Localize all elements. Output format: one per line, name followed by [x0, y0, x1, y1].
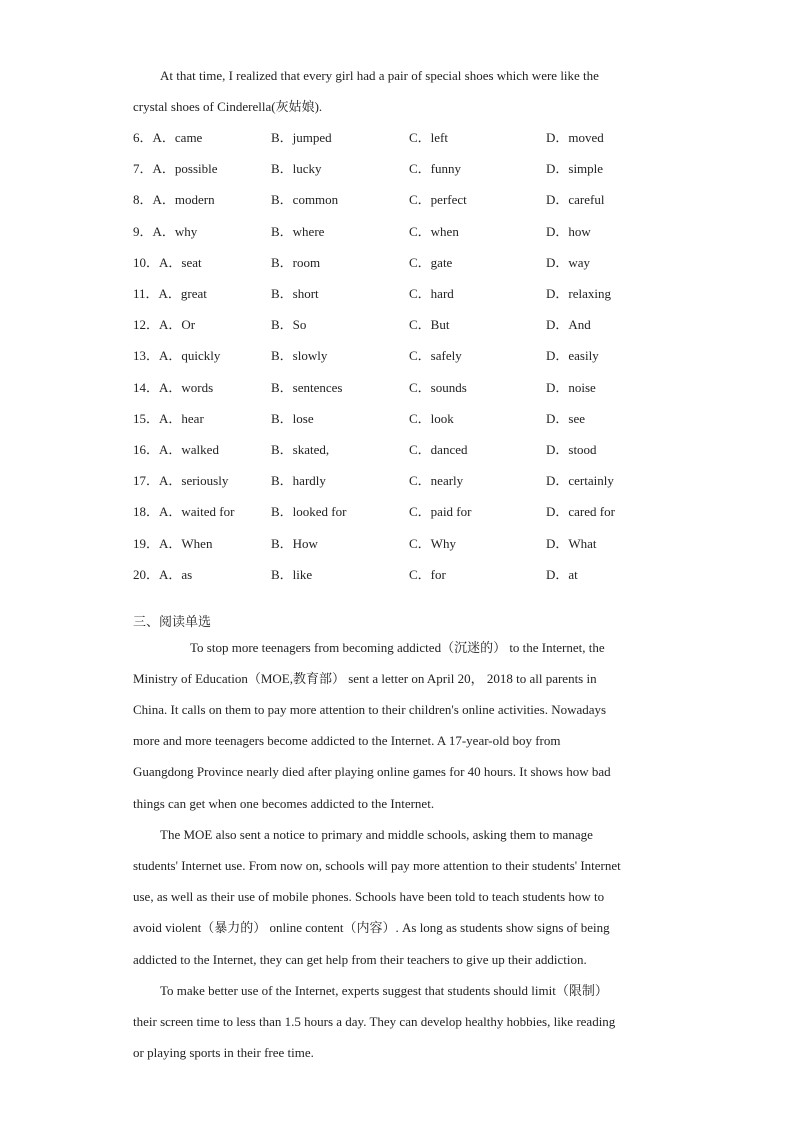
option-text: A．as — [159, 567, 193, 582]
question-number: 10． — [133, 255, 160, 270]
option-text: C．left — [409, 130, 448, 145]
option-text: A．Or — [159, 317, 196, 332]
section-title: 三、阅读单选 — [133, 615, 212, 630]
question-option-d — [546, 536, 597, 552]
question-option-a — [133, 411, 204, 427]
option-text: A．seriously — [159, 473, 229, 488]
question-number: 9． — [133, 224, 153, 239]
option-text: D．noise — [546, 380, 596, 395]
question-option-d — [546, 192, 604, 208]
question-number: 18． — [133, 504, 160, 519]
question-option-c — [409, 442, 467, 458]
option-text: C．when — [409, 224, 459, 239]
question-option-a — [133, 317, 195, 333]
question-number: 19． — [133, 536, 160, 551]
passage-line: their screen time to less than 1.5 hours a day. They can develop healthy hobbies, like reading — [133, 1014, 616, 1029]
question-option-a — [133, 567, 192, 583]
intro-line-1: At that time, I realized that every girl had a pair of special shoes which were like the — [160, 68, 599, 83]
question-option-a — [133, 255, 202, 271]
option-text: B．room — [271, 255, 321, 270]
question-number: 6． — [133, 130, 153, 145]
question-option-a — [133, 224, 197, 240]
option-text: B．How — [271, 536, 318, 551]
option-text: D．at — [546, 567, 578, 582]
question-row — [133, 348, 673, 364]
option-text: A．possible — [152, 161, 218, 176]
question-option-b — [271, 130, 332, 146]
question-row — [133, 380, 673, 396]
option-text: B．where — [271, 224, 325, 239]
question-option-d — [546, 317, 591, 333]
question-row — [133, 286, 673, 302]
option-text: C．hard — [409, 286, 454, 301]
option-text: C．perfect — [409, 192, 467, 207]
passage-line: Guangdong Province nearly died after playing online games for 40 hours. It shows how bad — [133, 764, 611, 779]
question-option-d — [546, 411, 585, 427]
question-option-b — [271, 224, 324, 240]
question-option-b — [271, 255, 320, 271]
question-option-c — [409, 567, 446, 583]
question-option-b — [271, 317, 306, 333]
intro-line-2: crystal shoes of Cinderella(灰姑娘). — [133, 99, 323, 114]
option-text: C．sounds — [409, 380, 467, 395]
question-option-b — [271, 161, 322, 177]
question-row — [133, 411, 673, 427]
question-option-b — [271, 536, 318, 552]
question-option-a — [133, 536, 212, 552]
option-text: C．But — [409, 317, 450, 332]
question-option-c — [409, 161, 461, 177]
question-option-a — [133, 161, 218, 177]
question-option-c — [409, 224, 459, 240]
question-number: 7． — [133, 161, 153, 176]
option-text: D．careful — [546, 192, 605, 207]
question-option-b — [271, 442, 329, 458]
option-text: B．sentences — [271, 380, 343, 395]
option-text: D．certainly — [546, 473, 614, 488]
question-option-d — [546, 161, 603, 177]
option-text: B．jumped — [271, 130, 332, 145]
option-text: C．look — [409, 411, 454, 426]
question-number: 11． — [133, 286, 159, 301]
question-option-a — [133, 286, 207, 302]
passage-line: To make better use of the Internet, experts suggest that students should limit（限制） — [160, 983, 608, 998]
question-row — [133, 536, 673, 552]
question-row — [133, 317, 673, 333]
question-row — [133, 442, 673, 458]
question-option-c — [409, 286, 454, 302]
option-text: A．walked — [159, 442, 219, 457]
option-text: A．why — [152, 224, 198, 239]
question-option-c — [409, 380, 467, 396]
option-text: A．modern — [152, 192, 215, 207]
option-text: B．skated, — [271, 442, 330, 457]
question-option-d — [546, 255, 590, 271]
option-text: D．moved — [546, 130, 604, 145]
question-option-a — [133, 130, 202, 146]
question-option-d — [546, 348, 599, 364]
question-option-d — [546, 473, 614, 489]
question-option-c — [409, 504, 471, 520]
option-text: C．gate — [409, 255, 453, 270]
passage-line: use, as well as their use of mobile phones. Schools have been told to teach students how to — [133, 889, 605, 904]
option-text: A．quickly — [159, 348, 221, 363]
passage-line: To stop more teenagers from becoming addicted（沉迷的） to the Internet, the — [190, 640, 605, 655]
option-text: A．seat — [159, 255, 202, 270]
option-text: D．And — [546, 317, 591, 332]
option-text: B．So — [271, 317, 307, 332]
passage-line: more and more teenagers become addicted to the Internet. A 17-year-old boy from — [133, 733, 561, 748]
question-option-a — [133, 504, 234, 520]
question-row — [133, 504, 673, 520]
option-text: D．simple — [546, 161, 604, 176]
passage-line: things can get when one becomes addicted to the Internet. — [133, 796, 435, 811]
question-option-b — [271, 567, 312, 583]
question-option-d — [546, 567, 578, 583]
question-row — [133, 473, 673, 489]
option-text: D．way — [546, 255, 591, 270]
question-number: 17． — [133, 473, 160, 488]
option-text: C．funny — [409, 161, 462, 176]
option-text: B．lucky — [271, 161, 322, 176]
option-text: C．for — [409, 567, 446, 582]
question-option-a — [133, 192, 215, 208]
question-number: 14． — [133, 380, 160, 395]
question-number: 16． — [133, 442, 160, 457]
option-text: D．how — [546, 224, 591, 239]
question-row — [133, 224, 673, 240]
question-row — [133, 567, 673, 583]
question-option-a — [133, 442, 219, 458]
question-row — [133, 161, 673, 177]
question-option-d — [546, 130, 604, 146]
option-text: C．safely — [409, 348, 462, 363]
question-option-b — [271, 504, 346, 520]
question-row — [133, 255, 673, 271]
passage-line: Ministry of Education（MOE,教育部） sent a letter on April 20， 2018 to all parents in — [133, 671, 597, 686]
option-text: D．cared for — [546, 504, 615, 519]
passage-line: students' Internet use. From now on, schools will pay more attention to their students' Internet — [133, 858, 621, 873]
question-option-b — [271, 348, 327, 364]
option-text: A．waited for — [159, 504, 235, 519]
question-option-a — [133, 473, 228, 489]
option-text: A．came — [152, 130, 203, 145]
question-row — [133, 192, 673, 208]
question-option-d — [546, 286, 611, 302]
question-option-c — [409, 411, 454, 427]
question-number: 8． — [133, 192, 153, 207]
question-option-c — [409, 473, 463, 489]
passage-line: China. It calls on them to pay more attention to their children's online activities. Nowadays — [133, 702, 607, 717]
option-text: A．great — [158, 286, 207, 301]
option-text: B．looked for — [271, 504, 347, 519]
question-option-c — [409, 348, 462, 364]
option-text: C．danced — [409, 442, 468, 457]
question-option-c — [409, 255, 452, 271]
question-option-b — [271, 192, 338, 208]
option-text: C．paid for — [409, 504, 472, 519]
option-text: A．hear — [159, 411, 204, 426]
question-option-b — [271, 286, 319, 302]
option-text: B．hardly — [271, 473, 326, 488]
option-text: A．words — [159, 380, 214, 395]
option-text: D．see — [546, 411, 585, 426]
option-text: D．relaxing — [546, 286, 611, 301]
question-option-d — [546, 442, 597, 458]
passage-line: The MOE also sent a notice to primary and middle schools, asking them to manage — [160, 827, 593, 842]
question-option-b — [271, 473, 326, 489]
option-text: B．like — [271, 567, 313, 582]
question-number: 13． — [133, 348, 160, 363]
option-text: D．easily — [546, 348, 599, 363]
option-text: B．short — [271, 286, 319, 301]
option-text: B．lose — [271, 411, 314, 426]
option-text: C．nearly — [409, 473, 464, 488]
question-option-a — [133, 348, 220, 364]
question-option-b — [271, 411, 314, 427]
option-text: B．common — [271, 192, 339, 207]
question-option-d — [546, 504, 615, 520]
option-text: D．What — [546, 536, 597, 551]
question-option-b — [271, 380, 342, 396]
question-option-c — [409, 536, 456, 552]
question-option-d — [546, 224, 591, 240]
question-number: 20． — [133, 567, 160, 582]
option-text: B．slowly — [271, 348, 328, 363]
passage-line: or playing sports in their free time. — [133, 1045, 314, 1060]
question-option-c — [409, 130, 448, 146]
question-option-c — [409, 192, 467, 208]
option-text: D．stood — [546, 442, 597, 457]
option-text: C．Why — [409, 536, 456, 551]
passage-line: avoid violent（暴力的） online content（内容）. As long as students show signs of being — [133, 920, 610, 935]
passage-line: addicted to the Internet, they can get help from their teachers to give up their addiction. — [133, 952, 587, 967]
question-number: 15． — [133, 411, 160, 426]
option-text: A．When — [159, 536, 213, 551]
question-row — [133, 130, 673, 146]
question-option-a — [133, 380, 213, 396]
question-number: 12． — [133, 317, 160, 332]
question-option-d — [546, 380, 596, 396]
question-option-c — [409, 317, 449, 333]
